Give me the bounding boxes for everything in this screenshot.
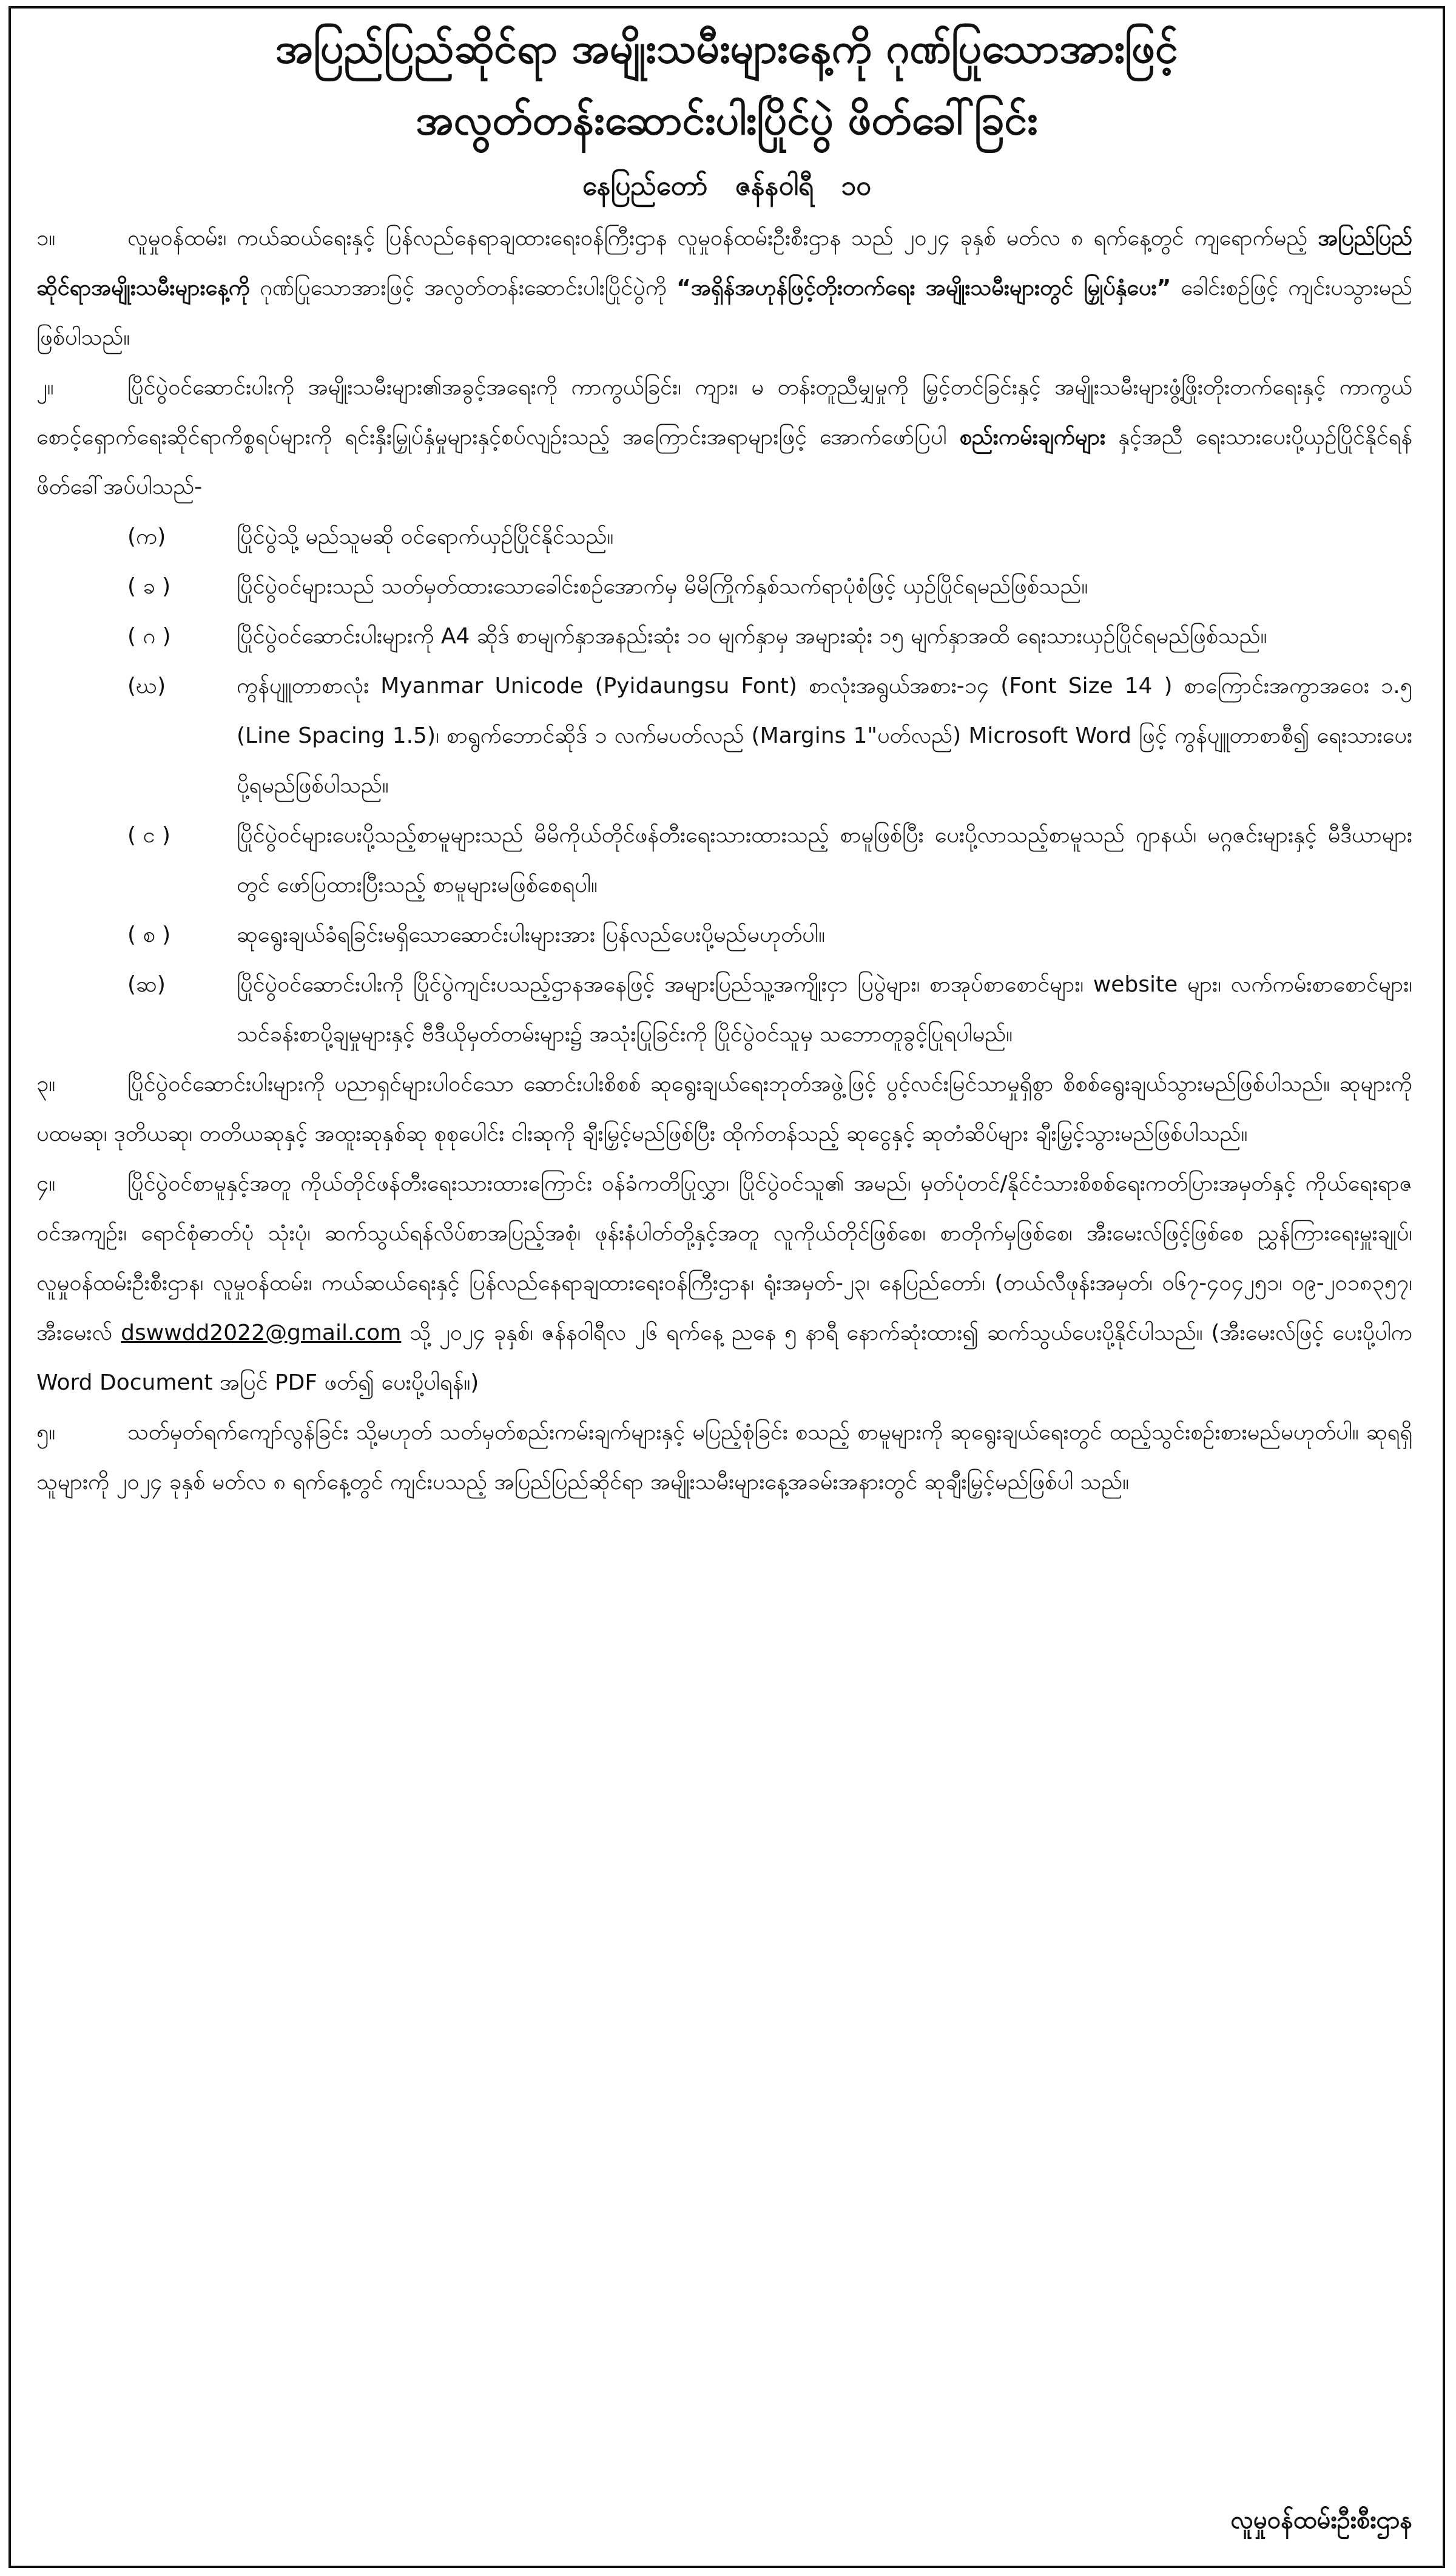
rule-label: ( ဂ ) (127, 624, 171, 649)
contest-theme: “အရှိန်အဟုန်ဖြင့်တိုးတက်ရေး အမျိုးသမီးများတွင် မြှုပ်နှံပေး” (676, 276, 1171, 300)
paragraph-number: ၄။ (36, 1171, 56, 1196)
paragraph-number: ၃။ (36, 1072, 56, 1097)
dateline-date: ဇန်နဝါရီ ၁၀ (735, 171, 871, 201)
paragraph-4 (36, 1159, 1412, 1408)
paragraph-text: သတ်မှတ်ရက်ကျော်လွန်ခြင်း သို့မဟုတ် သတ်မှတ်စည်းကမ်းချက်များနှင့် မပြည့်စုံခြင်း စသည့် စာမူများကို ဆုရွေးချယ်ရေးတွင် ထည့်သွင်းစဉ်းစားမည်မဟုတ်ပါ။ ဆုရရှိသူများကို ၂၀၂၄ ခုနှစ် မတ်လ ၈ ရက်နေ့တွင် ကျင်းပသည့် အပြည်ပြည်ဆိုင်ရာ အမျိုးသမီးများနေ့အခမ်းအနားတွင် ဆုချီးမြှင့်မည်ဖြစ်ပါ သည်။ (36, 1420, 1412, 1495)
rule-text: ပြိုင်ပွဲဝင်ဆောင်းပါးကို ပြိုင်ပွဲကျင်းပသည့်ဌာနအနေဖြင့် အများပြည်သူ့အကျိုးငှာ ပြပွဲများ၊ စာအုပ်စာစောင်များ၊ website များ၊ လက်ကမ်းစာစောင်များ၊ သင်ခန်းစာပို့ချမှုများနှင့် ဗီဒီယိုမှတ်တမ်းများ၌ အသုံးပြုခြင်းကို ပြိုင်ပွဲဝင်သူမှ သဘောတူခွင့်ပြုရပါမည်။ (237, 972, 1412, 1047)
rules-list (36, 512, 1412, 1060)
rule-text: ပြိုင်ပွဲသို့ မည်သူမဆို ဝင်ရောက်ယှဉ်ပြိုင်နိုင်သည်။ (237, 524, 614, 549)
paragraph-text: ပြိုင်ပွဲဝင်ဆောင်းပါးကို အမျိုးသမီးများ၏အခွင့်အရေးကို ကာကွယ်ခြင်း၊ ကျား၊ မ တန်းတူညီမျှမှုကို မြှင့်တင်ခြင်းနှင့် အမျိုးသမီးများဖွံ့ဖြိုးတိုးတက်ရေးနှင့် ကာကွယ်စောင့်ရှောက်ရေးဆိုင်ရာကိစ္စရပ်များကို ရင်းနှီးမြှုပ်နှံမှုများနှင့်စပ်လျဉ်းသည့် အကြောင်းအရာများဖြင့် အောက်ဖော်ပြပါ (36, 375, 1412, 450)
rule-text: ဆုရွေးချယ်ခံရခြင်းမရှိသောဆောင်းပါးများအား ပြန်လည်ပေးပို့မည်မဟုတ်ပါ။ (237, 922, 825, 947)
rule-text: ပြိုင်ပွဲဝင်များသည် သတ်မှတ်ထားသောခေါင်းစဉ်အောက်မှ မိမိကြိုက်နှစ်သက်ရာပုံစံဖြင့် ယှဉ်ပြိုင်ရမည်ဖြစ်သည်။ (237, 574, 1088, 599)
paragraph-text: သို့ ၂၀၂၄ ခုနှစ်၊ ဇန်နဝါရီလ ၂၆ ရက်နေ့ ညနေ ၅ နာရီ နောက်ဆုံးထား၍ ဆက်သွယ်ပေးပို့နိုင်ပါသည်။ (အီးမေးလ်ဖြင့် ပေးပို့ပါက Word Document အပြင် PDF ဖတ်၍ ပေးပို့ပါရန်။) (36, 1320, 1412, 1395)
dateline-place: နေပြည်တော် (582, 171, 708, 201)
rule-item (36, 811, 1412, 910)
paragraph-5 (36, 1408, 1412, 1507)
rule-item (36, 960, 1412, 1060)
rule-item (36, 512, 1412, 562)
paragraph-1 (36, 214, 1412, 363)
paragraph-text: ပြိုင်ပွဲဝင်စာမူနှင့်အတူ ကိုယ်တိုင်ဖန်တီးရေးသားထားကြောင်း ဝန်ခံကတိပြုလွှာ၊ ပြိုင်ပွဲဝင်သူ၏ အမည်၊ မှတ်ပုံတင်/နိုင်ငံသားစိစစ်ရေးကတ်ပြားအမှတ်နှင့် ကိုယ်ရေးရာဇဝင်အကျဉ်း၊ ရောင်စုံဓာတ်ပုံ သုံးပုံ၊ ဆက်သွယ်ရန်လိပ်စာအပြည့်အစုံ၊ ဖုန်းနံပါတ်တို့နှင့်အတူ လူကိုယ်တိုင်ဖြစ်စေ၊ စာတိုက်မှဖြစ်စေ၊ အီးမေးလ်ဖြင့်ဖြစ်စေ ညွှန်ကြားရေးမှူးချုပ်၊ လူမှုဝန်ထမ်းဦးစီးဌာန၊ လူမှုဝန်ထမ်း၊ ကယ်ဆယ်ရေးနှင့် ပြန်လည်နေရာချထားရေးဝန်ကြီးဌာန၊ ရုံးအမှတ်-၂၃၊ နေပြည်တော်၊ (တယ်လီဖုန်းအမှတ်၊ ၀၆၇-၄၀၄၂၅၁၊ ၀၉-၂၀၁၈၃၅၇၊ အီးမေးလ် (36, 1171, 1412, 1345)
rule-label: (ဃ) (127, 674, 166, 698)
paragraph-number: ၅။ (36, 1420, 56, 1445)
rule-label: ( ခ ) (127, 574, 171, 599)
title-line-1: အပြည်ပြည်ဆိုင်ရာ အမျိုးသမီးများနေ့ကို ဂုဏ်ပြုသောအားဖြင့် (275, 25, 1178, 73)
paragraph-number: ၂။ (36, 375, 54, 400)
signature-department: လူမှုဝန်ထမ်းဦးစီးဌာန (1230, 2506, 1412, 2534)
paragraph-text: ခေါင်းစဉ်ဖြင့် ကျင်းပသွားမည်ဖြစ်ပါသည်။ (36, 276, 1412, 350)
rule-item (36, 661, 1412, 811)
rule-item (36, 562, 1412, 612)
rule-label: ( င ) (127, 823, 170, 848)
rule-item (36, 910, 1412, 960)
rule-text: ကွန်ပျူတာစာလုံး Myanmar Unicode (Pyidaungsu Font) စာလုံးအရွယ်အစား-၁၄ (Font Size 14 ) စာကြောင်းအကွာအဝေး ၁.၅ (Line Spacing 1.5)၊ စာရွက်ဘောင်ဆိုဒ် ၁ လက်မပတ်လည် (Margins 1"ပတ်လည်) Microsoft Word ဖြင့် ကွန်ပျူတာစာစီ၍ ရေးသားပေးပို့ရမည်ဖြစ်ပါသည်။ (237, 674, 1412, 798)
paragraph-text: ဂုဏ်ပြုသောအားဖြင့် အလွတ်တန်းဆောင်းပါးပြိုင်ပွဲကို (260, 276, 667, 300)
paragraph-text: ပြိုင်ပွဲဝင်ဆောင်းပါးများကို ပညာရှင်များပါဝင်သော ဆောင်းပါးစိစစ် ဆုရွေးချယ်ရေးဘုတ်အဖွဲ့ဖြင့် ပွင့်လင်းမြင်သာမှုရှိစွာ စိစစ်ရွေးချယ်သွားမည်ဖြစ်ပါသည်။ ဆုများကို ပထမဆု၊ ဒုတိယဆု၊ တတိယဆုနှင့် အထူးဆုနှစ်ဆု စုစုပေါင်း ငါးဆုကို ချီးမြှင့်မည်ဖြစ်ပြီး ထိုက်တန်သည့် ဆုငွေနှင့် ဆုတံဆိပ်များ ချီးမြှင့်သွားမည်ဖြစ်ပါသည်။ (36, 1072, 1412, 1146)
paragraph-3 (36, 1060, 1412, 1159)
paragraph-bold-text: အပြည်ပြည်ဆိုင်ရာအမျိုးသမီးများနေ့ကို (36, 226, 1412, 300)
rule-item (36, 612, 1412, 661)
dateline (11, 159, 1443, 214)
notice-body (11, 214, 1443, 1507)
email-link[interactable]: dswwdd2022@gmail.com (121, 1320, 402, 1345)
paragraph-bold-text: စည်းကမ်းချက်များ (959, 425, 1106, 450)
rule-label: (က) (127, 524, 166, 549)
paragraph-text: နှင့်အညီ ရေးသားပေးပို့ယှဉ်ပြိုင်နိုင်ရန် ဖိတ်ခေါ်အပ်ပါသည်- (36, 425, 1412, 499)
notice-page (8, 6, 1445, 2568)
title-line-2: အလွတ်တန်းဆောင်းပါးပြိုင်ပွဲ ဖိတ်ခေါ်ခြင်း (416, 96, 1038, 144)
rule-text: ပြိုင်ပွဲဝင်များပေးပို့သည့်စာမူများသည် မိမိကိုယ်တိုင်ဖန်တီးရေးသားထားသည့် စာမူဖြစ်ပြီး ပေးပို့လာသည့်စာမူသည် ဂျာနယ်၊ မဂ္ဂဇင်းများနှင့် မီဒီယာများတွင် ဖော်ပြထားပြီးသည့် စာမူများမဖြစ်စေရပါ။ (237, 823, 1412, 898)
rule-label: (ဆ) (127, 972, 166, 997)
rule-text: ပြိုင်ပွဲဝင်ဆောင်းပါးများကို A4 ဆိုဒ် စာမျက်နှာအနည်းဆုံး ၁၀ မျက်နှာမှ အများဆုံး ၁၅ မျက်နှာအထိ ရေးသားယှဉ်ပြိုင်ရမည်ဖြစ်သည်။ (237, 624, 1267, 649)
rule-label: ( စ ) (127, 922, 171, 947)
paragraph-number: ၁။ (36, 226, 56, 251)
paragraph-2 (36, 363, 1412, 512)
paragraph-text: လူမှုဝန်ထမ်း၊ ကယ်ဆယ်ရေးနှင့် ပြန်လည်နေရာချထားရေးဝန်ကြီးဌာန လူမှုဝန်ထမ်းဦးစီးဌာန သည် ၂၀၂၄ ခုနှစ် မတ်လ ၈ ရက်နေ့တွင် ကျရောက်မည့် (127, 226, 1308, 251)
